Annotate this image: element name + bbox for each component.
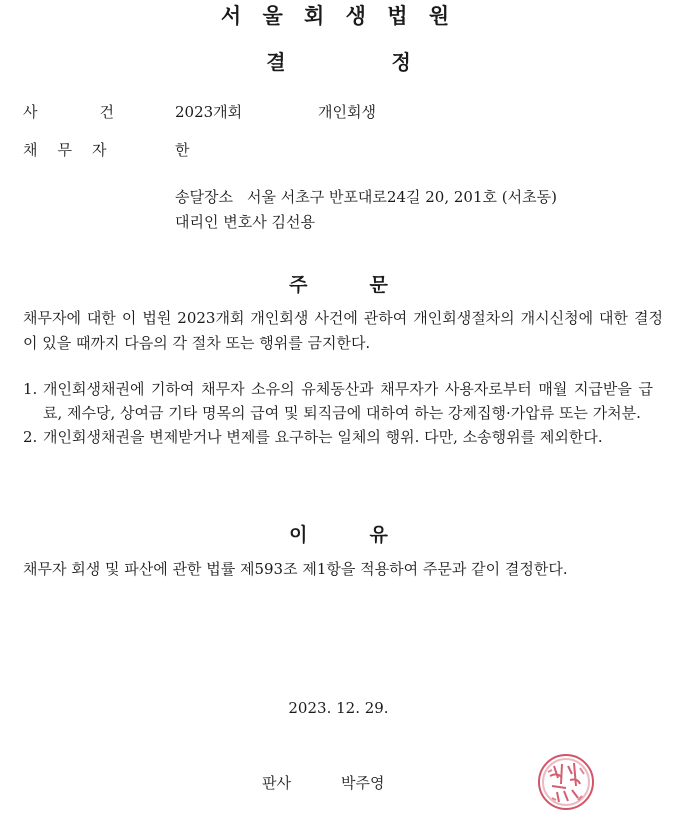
- decision-date: 2023. 12. 29.: [288, 699, 389, 717]
- list-item-text: 개인회생채권을 변제받거나 변제를 요구하는 일체의 행위. 다만, 소송행위를 제외한다.: [43, 428, 603, 446]
- service-address-label: 송달장소: [175, 188, 233, 206]
- list-item-number: 2.: [23, 428, 38, 446]
- order-heading: 주 문: [289, 274, 388, 296]
- list-item: [23, 377, 653, 425]
- case-number: 2023개회: [175, 103, 243, 121]
- document-type-first-char: 결: [266, 50, 286, 74]
- reason-text: 채무자 회생 및 파산에 관한 법률 제593조 제1항을 적용하여 주문과 같이 결정한다.: [23, 560, 568, 578]
- document-type: [0, 46, 677, 75]
- case-type: 개인회생: [318, 103, 376, 121]
- list-item: [23, 425, 653, 449]
- case-label: 사 건: [23, 103, 114, 121]
- order-list: [23, 377, 653, 449]
- judge-title: 판사: [262, 774, 291, 792]
- list-item-number: 1.: [23, 380, 38, 398]
- debtor-label: 채 무 자: [23, 141, 107, 159]
- list-item-text: 개인회생채권에 기하여 채무자 소유의 유체동산과 채무자가 사용자로부터 매월 지급받을 급료, 제수당, 상여금 기타 명목의 급여 및 퇴직금에 대하여 하는 강제집행·가압류 또는 가처분.: [43, 380, 653, 422]
- document-type-second-char: 정: [391, 50, 411, 74]
- court-name: 서 울 회 생 법 원: [220, 4, 457, 28]
- service-address-value: 서울 서초구 반포대로24길 20, 201호 (서초동): [246, 188, 557, 206]
- agent: 대리인 변호사 김선용: [175, 213, 315, 231]
- seal-stamp-icon: [528, 744, 604, 818]
- reason-heading: 이 유: [289, 524, 388, 546]
- debtor-name: 한: [175, 141, 190, 159]
- service-address: [175, 186, 557, 207]
- judge-name: 박주영: [341, 774, 385, 792]
- court-seal: [528, 744, 604, 818]
- order-intro: 채무자에 대한 이 법원 2023개회 개인회생 사건에 관하여 개인회생절차의 개시신청에 대한 결정이 있을 때까지 다음의 각 절차 또는 행위를 금지한다.: [23, 309, 663, 352]
